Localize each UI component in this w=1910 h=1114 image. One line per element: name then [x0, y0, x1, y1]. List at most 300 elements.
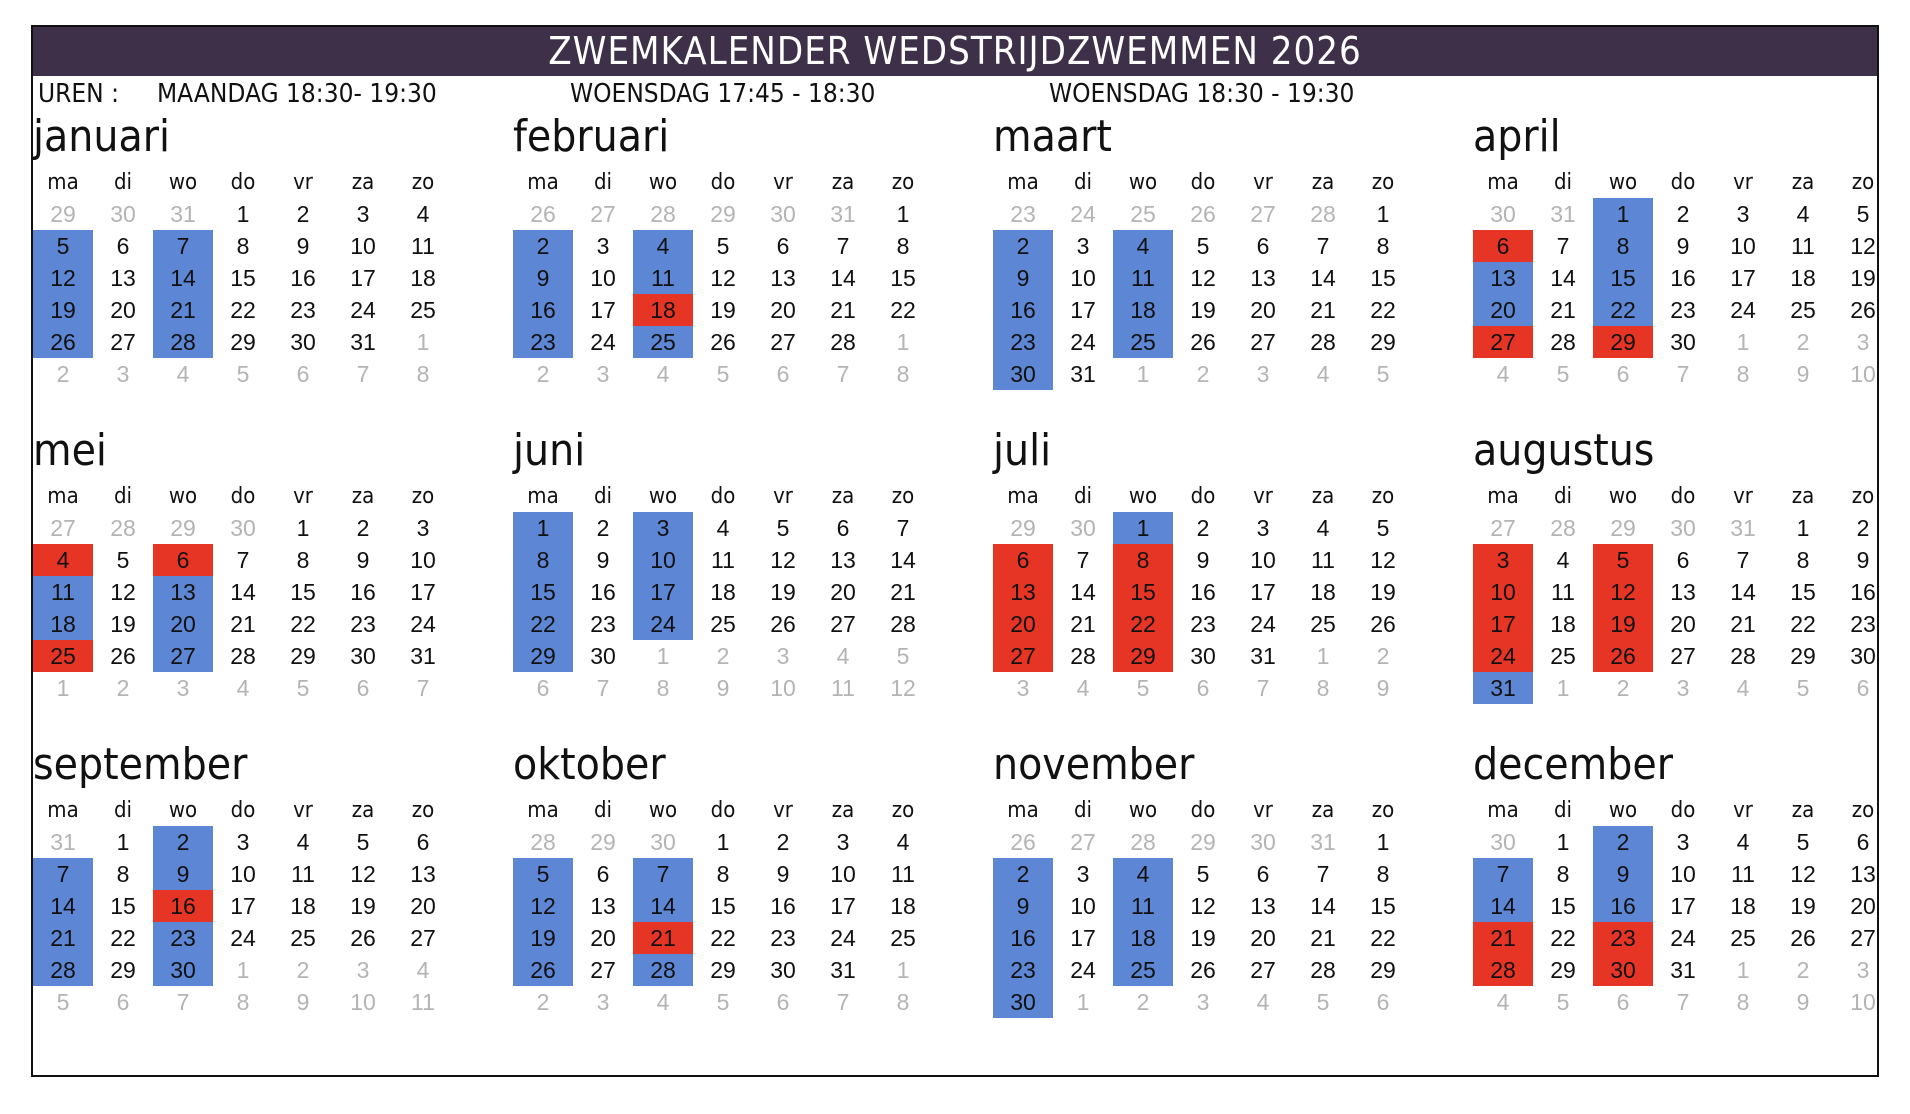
- day-cell: 30: [1850, 643, 1876, 669]
- day-cell: 18: [290, 893, 316, 919]
- weekday-header-za: za: [1791, 798, 1815, 823]
- day-cell: 29: [1113, 640, 1173, 672]
- day-cell: 10: [1070, 265, 1096, 291]
- day-cell: 29: [1370, 329, 1396, 355]
- day-cell: 13: [830, 547, 856, 573]
- weekday-header-zo: zo: [891, 484, 915, 509]
- day-cell-other-month: 5: [1136, 675, 1150, 701]
- day-cell: 14: [1550, 265, 1576, 291]
- day-cell: 10: [1473, 576, 1533, 608]
- day-cell-other-month: 10: [770, 675, 796, 701]
- weekday-header-vr: vr: [293, 170, 313, 195]
- day-cell: 8: [296, 547, 310, 573]
- day-cell: 5: [1856, 201, 1870, 227]
- day-cell: 8: [1796, 547, 1810, 573]
- day-cell: 23: [513, 326, 573, 358]
- page-title: ZWEMKALENDER WEDSTRIJDZWEMMEN 2026: [33, 27, 1877, 76]
- day-cell: 18: [1310, 579, 1336, 605]
- day-cell-other-month: 7: [836, 989, 850, 1015]
- day-cell: 2: [1676, 201, 1690, 227]
- day-cell-other-month: 9: [296, 989, 310, 1015]
- day-cell-other-month: 8: [236, 989, 250, 1015]
- day-cell: 2: [356, 515, 370, 541]
- day-cell: 11: [1311, 547, 1335, 573]
- day-cell: 30: [350, 643, 376, 669]
- day-cell-other-month: 29: [710, 201, 736, 227]
- day-cell: 7: [896, 515, 910, 541]
- day-cell: 5: [1196, 861, 1210, 887]
- weekday-header-za: za: [1311, 170, 1335, 195]
- weekday-header-do: do: [230, 170, 256, 195]
- day-cell: 3: [356, 201, 370, 227]
- day-cell-other-month: 31: [830, 201, 856, 227]
- day-cell-other-month: 30: [1490, 201, 1516, 227]
- day-cell: 10: [1730, 233, 1756, 259]
- day-cell-other-month: 31: [170, 201, 196, 227]
- day-cell: 15: [230, 265, 256, 291]
- day-cell: 16: [1593, 890, 1653, 922]
- day-cell: 2: [296, 201, 310, 227]
- day-cell: 22: [110, 925, 136, 951]
- month-name: juli: [993, 425, 1052, 476]
- day-cell-other-month: 9: [1796, 361, 1810, 387]
- day-cell: 3: [1736, 201, 1750, 227]
- month-name: december: [1473, 739, 1673, 790]
- day-cell: 23: [153, 922, 213, 954]
- day-cell: 26: [1593, 640, 1653, 672]
- day-cell: 7: [236, 547, 250, 573]
- day-cell: 5: [1593, 544, 1653, 576]
- day-cell: 24: [1730, 297, 1756, 323]
- day-cell-other-month: 4: [656, 361, 670, 387]
- day-cell-other-month: 10: [350, 989, 376, 1015]
- day-cell: 3: [1256, 515, 1270, 541]
- day-cell: 12: [33, 262, 93, 294]
- day-cell: 14: [33, 890, 93, 922]
- day-cell: 17: [1070, 297, 1096, 323]
- day-cell: 20: [830, 579, 856, 605]
- day-cell: 20: [1250, 925, 1276, 951]
- day-cell: 23: [1593, 922, 1653, 954]
- day-cell: 27: [1250, 957, 1276, 983]
- day-cell: 31: [1250, 643, 1276, 669]
- day-cell: 6: [1676, 547, 1690, 573]
- day-cell: 9: [296, 233, 310, 259]
- day-cell: 23: [1670, 297, 1696, 323]
- day-cell: 11: [33, 576, 93, 608]
- day-cell-other-month: 8: [1736, 361, 1750, 387]
- day-cell-other-month: 1: [1556, 675, 1570, 701]
- weekday-header-di: di: [593, 484, 613, 509]
- day-cell: 8: [716, 861, 730, 887]
- day-cell: 31: [830, 957, 856, 983]
- day-cell: 26: [1190, 957, 1216, 983]
- weekday-header-do: do: [1190, 484, 1216, 509]
- day-cell: 7: [1473, 858, 1533, 890]
- day-cell-other-month: 30: [650, 829, 676, 855]
- day-cell: 10: [590, 265, 616, 291]
- day-cell: 26: [110, 643, 136, 669]
- weekday-header-zo: zo: [1371, 798, 1395, 823]
- month-name: januari: [33, 111, 170, 162]
- weekday-header-ma: ma: [1487, 798, 1519, 823]
- day-cell: 22: [710, 925, 736, 951]
- day-cell: 11: [411, 233, 435, 259]
- day-cell-other-month: 28: [1310, 201, 1336, 227]
- day-cell: 12: [710, 265, 736, 291]
- day-cell: 8: [116, 861, 130, 887]
- day-cell-other-month: 29: [590, 829, 616, 855]
- day-cell-other-month: 6: [776, 989, 790, 1015]
- day-cell-other-month: 1: [56, 675, 70, 701]
- day-cell-other-month: 6: [1616, 989, 1630, 1015]
- day-cell: 20: [1670, 611, 1696, 637]
- day-cell: 10: [350, 233, 376, 259]
- day-cell-other-month: 27: [1250, 201, 1276, 227]
- day-cell: 6: [836, 515, 850, 541]
- day-cell: 31: [1070, 361, 1096, 387]
- weekday-header-vr: vr: [773, 170, 793, 195]
- day-cell-other-month: 27: [1070, 829, 1096, 855]
- weekday-header-zo: zo: [1371, 170, 1395, 195]
- weekday-header-zo: zo: [411, 484, 435, 509]
- day-cell-other-month: 4: [1736, 675, 1750, 701]
- weekday-header-vr: vr: [293, 798, 313, 823]
- day-cell-other-month: 3: [596, 361, 610, 387]
- day-cell: 14: [1310, 893, 1336, 919]
- day-cell: 21: [633, 922, 693, 954]
- day-cell: 11: [1551, 579, 1575, 605]
- month-februari: [513, 112, 973, 412]
- day-cell: 19: [770, 579, 796, 605]
- day-cell: 27: [993, 640, 1053, 672]
- day-cell: 17: [1473, 608, 1533, 640]
- day-cell: 25: [1113, 326, 1173, 358]
- weekday-header-ma: ma: [527, 484, 559, 509]
- day-cell: 26: [33, 326, 93, 358]
- day-cell-other-month: 2: [536, 989, 550, 1015]
- day-cell: 17: [1730, 265, 1756, 291]
- day-cell-other-month: 5: [296, 675, 310, 701]
- day-cell: 31: [350, 329, 376, 355]
- day-cell-other-month: 7: [1676, 989, 1690, 1015]
- day-cell: 19: [1593, 608, 1653, 640]
- day-cell: 12: [1790, 861, 1816, 887]
- day-cell-other-month: 3: [1676, 675, 1690, 701]
- day-cell: 30: [993, 358, 1053, 390]
- day-cell: 10: [1250, 547, 1276, 573]
- weekday-header-wo: wo: [1608, 798, 1638, 823]
- day-cell: 23: [1850, 611, 1876, 637]
- day-cell: 8: [236, 233, 250, 259]
- weekday-header-za: za: [1311, 798, 1335, 823]
- weekday-header-wo: wo: [1608, 170, 1638, 195]
- day-cell: 22: [1790, 611, 1816, 637]
- weekday-header-wo: wo: [1128, 798, 1158, 823]
- day-cell: 18: [1113, 922, 1173, 954]
- day-cell: 14: [1070, 579, 1096, 605]
- day-cell-other-month: 9: [1376, 675, 1390, 701]
- day-cell: 26: [1790, 925, 1816, 951]
- weekday-header-zo: zo: [411, 170, 435, 195]
- day-cell: 25: [1310, 611, 1336, 637]
- hours-label: UREN :: [38, 79, 119, 109]
- day-cell: 6: [1856, 829, 1870, 855]
- day-cell: 21: [230, 611, 256, 637]
- day-cell: 29: [110, 957, 136, 983]
- weekday-header-vr: vr: [1253, 798, 1273, 823]
- day-cell: 17: [410, 579, 436, 605]
- day-cell: 10: [830, 861, 856, 887]
- day-cell: 20: [590, 925, 616, 951]
- day-cell: 23: [290, 297, 316, 323]
- day-cell: 27: [110, 329, 136, 355]
- day-cell-other-month: 6: [1856, 675, 1870, 701]
- day-cell-other-month: 1: [656, 643, 670, 669]
- day-cell: 7: [153, 230, 213, 262]
- hours-slot-wednesday-early: WOENSDAG 17:45 - 18:30: [570, 79, 876, 109]
- day-cell: 20: [410, 893, 436, 919]
- day-cell: 15: [290, 579, 316, 605]
- day-cell: 5: [776, 515, 790, 541]
- day-cell: 4: [1796, 201, 1810, 227]
- day-cell: 7: [1736, 547, 1750, 573]
- day-cell: 6: [416, 829, 430, 855]
- day-cell: 1: [1376, 829, 1390, 855]
- day-cell: 18: [710, 579, 736, 605]
- day-cell: 29: [230, 329, 256, 355]
- day-cell: 20: [110, 297, 136, 323]
- day-cell-other-month: 4: [416, 957, 430, 983]
- day-cell: 31: [1670, 957, 1696, 983]
- day-cell: 29: [290, 643, 316, 669]
- day-cell: 24: [830, 925, 856, 951]
- weekday-header-do: do: [710, 484, 736, 509]
- day-cell: 5: [716, 233, 730, 259]
- day-cell: 16: [350, 579, 376, 605]
- day-cell-other-month: 8: [896, 989, 910, 1015]
- weekday-header-di: di: [1553, 484, 1573, 509]
- day-cell: 27: [1250, 329, 1276, 355]
- day-cell: 28: [830, 329, 856, 355]
- day-cell: 27: [830, 611, 856, 637]
- weekday-header-ma: ma: [1487, 484, 1519, 509]
- weekday-header-ma: ma: [527, 170, 559, 195]
- day-cell: 25: [410, 297, 436, 323]
- day-cell: 6: [596, 861, 610, 887]
- weekday-header-do: do: [230, 798, 256, 823]
- day-cell-other-month: 1: [1736, 329, 1750, 355]
- day-cell: 12: [1850, 233, 1876, 259]
- day-cell: 17: [1250, 579, 1276, 605]
- month-mei: [33, 426, 493, 726]
- day-cell: 28: [890, 611, 916, 637]
- weekday-header-zo: zo: [411, 798, 435, 823]
- day-cell-other-month: 2: [1136, 989, 1150, 1015]
- weekday-header-do: do: [1670, 798, 1696, 823]
- weekday-header-vr: vr: [1733, 484, 1753, 509]
- month-name: september: [33, 739, 248, 790]
- month-name: april: [1473, 111, 1561, 162]
- day-cell: 24: [230, 925, 256, 951]
- weekday-header-za: za: [831, 484, 855, 509]
- day-cell: 23: [590, 611, 616, 637]
- day-cell: 8: [1376, 233, 1390, 259]
- day-cell: 4: [1113, 230, 1173, 262]
- weekday-header-wo: wo: [1128, 484, 1158, 509]
- day-cell: 17: [830, 893, 856, 919]
- day-cell-other-month: 30: [1070, 515, 1096, 541]
- weekday-header-ma: ma: [47, 484, 79, 509]
- day-cell: 11: [1113, 890, 1173, 922]
- day-cell: 9: [1593, 858, 1653, 890]
- day-cell-other-month: 3: [356, 957, 370, 983]
- weekday-header-vr: vr: [293, 484, 313, 509]
- day-cell: 19: [1190, 297, 1216, 323]
- month-name: augustus: [1473, 425, 1655, 476]
- day-cell: 29: [513, 640, 573, 672]
- day-cell: 11: [1791, 233, 1815, 259]
- day-cell: 18: [633, 294, 693, 326]
- month-januari: [33, 112, 493, 412]
- day-cell: 18: [1790, 265, 1816, 291]
- day-cell: 2: [993, 230, 1053, 262]
- month-juni: [513, 426, 973, 726]
- weekday-header-do: do: [710, 798, 736, 823]
- day-cell: 13: [1850, 861, 1876, 887]
- day-cell: 30: [993, 986, 1053, 1018]
- day-cell: 2: [1196, 515, 1210, 541]
- day-cell: 15: [890, 265, 916, 291]
- day-cell: 31: [410, 643, 436, 669]
- day-cell-other-month: 7: [1676, 361, 1690, 387]
- day-cell-other-month: 29: [50, 201, 76, 227]
- day-cell: 8: [1113, 544, 1173, 576]
- day-cell: 25: [633, 326, 693, 358]
- day-cell: 7: [1316, 861, 1330, 887]
- day-cell: 19: [33, 294, 93, 326]
- day-cell-other-month: 30: [230, 515, 256, 541]
- day-cell: 22: [890, 297, 916, 323]
- day-cell: 25: [710, 611, 736, 637]
- day-cell: 11: [633, 262, 693, 294]
- day-cell: 30: [770, 957, 796, 983]
- weekday-header-di: di: [1073, 170, 1093, 195]
- day-cell: 15: [1550, 893, 1576, 919]
- day-cell-other-month: 5: [1556, 989, 1570, 1015]
- day-cell: 3: [1076, 233, 1090, 259]
- month-december: [1473, 740, 1910, 1040]
- weekday-header-za: za: [831, 798, 855, 823]
- weekday-header-di: di: [1073, 798, 1093, 823]
- day-cell: 24: [1070, 957, 1096, 983]
- month-september: [33, 740, 493, 1040]
- day-cell: 26: [350, 925, 376, 951]
- day-cell: 18: [33, 608, 93, 640]
- day-cell: 24: [1473, 640, 1533, 672]
- day-cell: 2: [1593, 826, 1653, 858]
- day-cell-other-month: 1: [896, 957, 910, 983]
- day-cell: 17: [1070, 925, 1096, 951]
- day-cell: 30: [1593, 954, 1653, 986]
- weekday-header-vr: vr: [1253, 484, 1273, 509]
- day-cell-other-month: 2: [116, 675, 130, 701]
- day-cell-other-month: 6: [536, 675, 550, 701]
- day-cell: 14: [153, 262, 213, 294]
- day-cell: 31: [1473, 672, 1533, 704]
- day-cell: 20: [1250, 297, 1276, 323]
- day-cell-other-month: 3: [1856, 329, 1870, 355]
- day-cell: 1: [116, 829, 130, 855]
- day-cell: 27: [410, 925, 436, 951]
- day-cell: 23: [1190, 611, 1216, 637]
- day-cell: 9: [513, 262, 573, 294]
- weekday-header-di: di: [1073, 484, 1093, 509]
- day-cell: 19: [1850, 265, 1876, 291]
- hours-slot-wednesday-late: WOENSDAG 18:30 - 19:30: [1049, 79, 1355, 109]
- day-cell: 7: [1556, 233, 1570, 259]
- day-cell: 25: [33, 640, 93, 672]
- day-cell-other-month: 30: [1250, 829, 1276, 855]
- day-cell: 22: [1593, 294, 1653, 326]
- day-cell: 21: [1310, 925, 1336, 951]
- day-cell: 11: [291, 861, 315, 887]
- day-cell-other-month: 7: [836, 361, 850, 387]
- day-cell-other-month: 2: [56, 361, 70, 387]
- day-cell: 20: [993, 608, 1053, 640]
- day-cell-other-month: 28: [650, 201, 676, 227]
- day-cell: 2: [1856, 515, 1870, 541]
- day-cell: 4: [296, 829, 310, 855]
- day-cell-other-month: 3: [176, 675, 190, 701]
- weekday-header-di: di: [1553, 170, 1573, 195]
- day-cell: 3: [236, 829, 250, 855]
- day-cell: 19: [513, 922, 573, 954]
- day-cell: 28: [1310, 957, 1336, 983]
- day-cell-other-month: 6: [1196, 675, 1210, 701]
- day-cell: 5: [116, 547, 130, 573]
- day-cell: 9: [1196, 547, 1210, 573]
- weekday-header-di: di: [593, 798, 613, 823]
- day-cell: 9: [776, 861, 790, 887]
- day-cell: 3: [1676, 829, 1690, 855]
- month-oktober: [513, 740, 973, 1040]
- day-cell-other-month: 1: [896, 329, 910, 355]
- day-cell-other-month: 11: [411, 989, 435, 1015]
- day-cell: 21: [830, 297, 856, 323]
- day-cell: 16: [1670, 265, 1696, 291]
- day-cell-other-month: 5: [716, 361, 730, 387]
- day-cell: 21: [890, 579, 916, 605]
- day-cell: 5: [1376, 515, 1390, 541]
- day-cell: 12: [350, 861, 376, 887]
- month-augustus: [1473, 426, 1910, 726]
- day-cell-other-month: 9: [1796, 989, 1810, 1015]
- day-cell-other-month: 4: [836, 643, 850, 669]
- day-cell: 2: [153, 826, 213, 858]
- day-cell: 4: [716, 515, 730, 541]
- day-cell: 30: [590, 643, 616, 669]
- day-cell: 7: [1316, 233, 1330, 259]
- day-cell: 18: [890, 893, 916, 919]
- day-cell: 10: [1070, 893, 1096, 919]
- day-cell: 10: [410, 547, 436, 573]
- day-cell: 3: [633, 512, 693, 544]
- day-cell-other-month: 7: [356, 361, 370, 387]
- weekday-header-ma: ma: [1007, 170, 1039, 195]
- day-cell: 12: [513, 890, 573, 922]
- day-cell: 17: [350, 265, 376, 291]
